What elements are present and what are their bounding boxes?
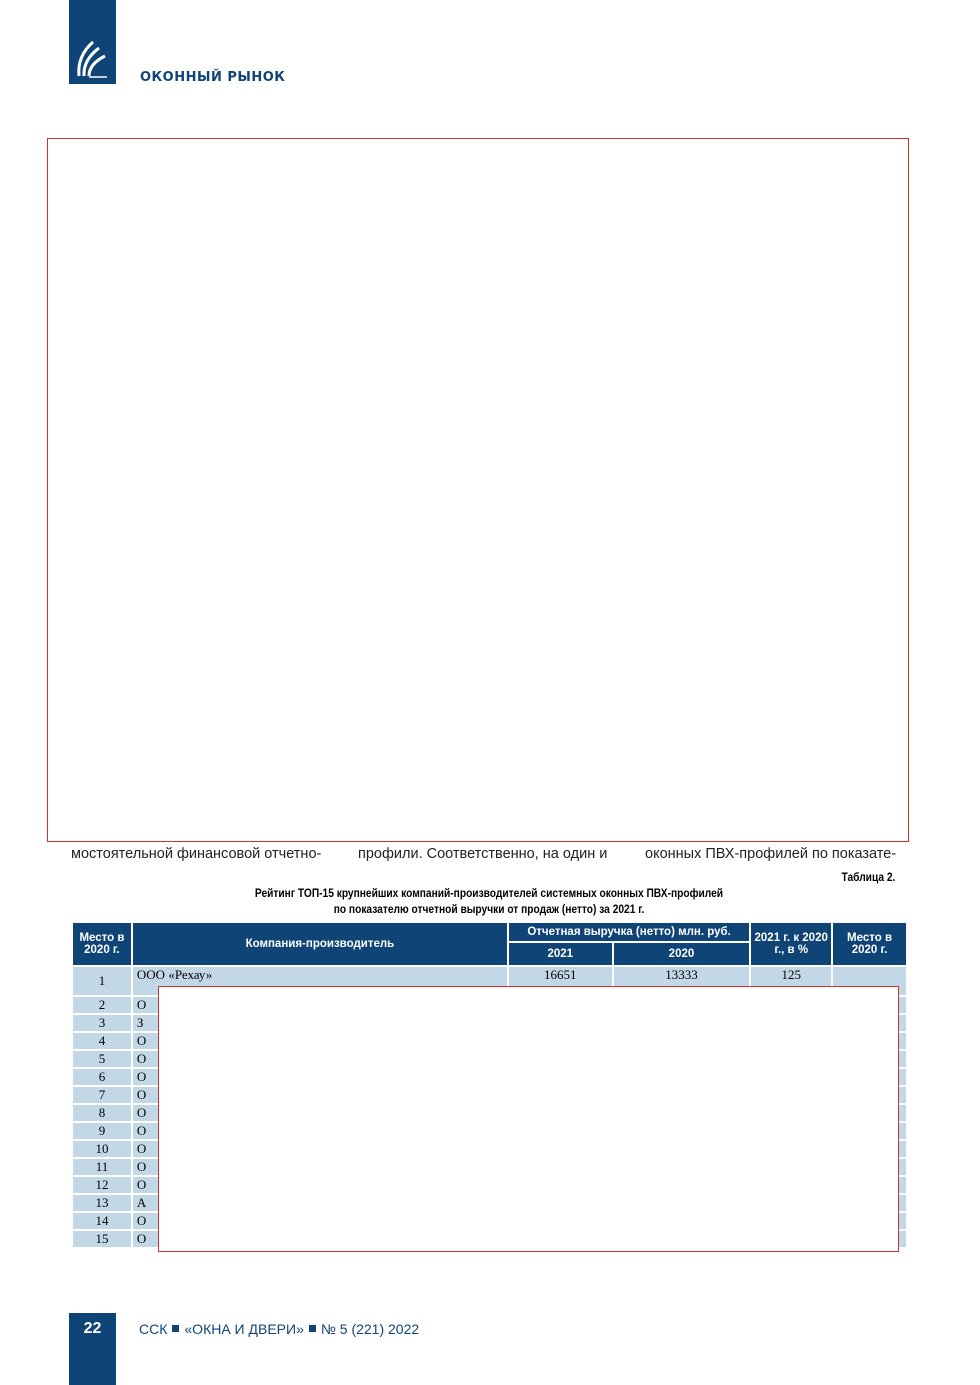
header-ratio: 2021 г. к 2020 г., в % — [750, 922, 832, 966]
ratio-cell: 125 — [750, 966, 832, 996]
footer-part2: «ОКНА И ДВЕРИ» — [184, 1321, 304, 1337]
header-logo-bar — [69, 0, 116, 84]
header-place-right: Место в 2020 г. — [832, 922, 907, 966]
place-cell: 4 — [72, 1032, 132, 1050]
place-cell: 8 — [72, 1104, 132, 1122]
place-cell: 5 — [72, 1050, 132, 1068]
place-cell: 12 — [72, 1176, 132, 1194]
company-cell: З — [132, 1014, 508, 1032]
redacted-table-region — [158, 986, 899, 1252]
company-cell: О — [132, 1158, 508, 1176]
header-place-left: Место в 2020 г. — [72, 922, 132, 966]
body-text-col3: оконных ПВХ-профилей по показате- — [645, 846, 897, 862]
company-cell: ООО «Рехау» — [132, 966, 508, 996]
place-cell: 14 — [72, 1212, 132, 1230]
place-cell: 2 — [72, 996, 132, 1014]
place-cell: 9 — [72, 1122, 132, 1140]
table-title — [134, 885, 845, 917]
logo-icon — [75, 36, 109, 80]
place-cell: 15 — [72, 1230, 132, 1248]
company-cell: О — [132, 1032, 508, 1050]
place-cell: 13 — [72, 1194, 132, 1212]
place-cell: 11 — [72, 1158, 132, 1176]
place-cell: 3 — [72, 1014, 132, 1032]
section-title: ОКОННЫЙ РЫНОК — [140, 70, 286, 85]
company-cell: А — [132, 1194, 508, 1212]
footer-text — [139, 1321, 419, 1337]
place-cell: 10 — [72, 1140, 132, 1158]
footer-part3: № 5 (221) 2022 — [320, 1321, 420, 1337]
company-cell: О — [132, 1212, 508, 1230]
table-title-line2: по показателю отчетной выручки от продаж (нетто) за 2021 г. — [333, 902, 645, 916]
body-text-col1: мостоятельной финансовой отчетно- — [71, 846, 322, 862]
header-2021: 2021 — [508, 942, 613, 966]
place-cell: 1 — [72, 966, 132, 996]
footer-bar — [69, 1313, 116, 1385]
footer-part1: ССК — [139, 1321, 168, 1337]
company-cell: О — [132, 996, 508, 1014]
revenue-2021-cell: 16651 — [508, 966, 613, 996]
header-revenue: Отчетная выручка (нетто) млн. руб. — [508, 922, 750, 942]
square-bullet-icon — [172, 1325, 179, 1332]
company-cell: О — [132, 1230, 508, 1248]
place-cell: 6 — [72, 1068, 132, 1086]
page-number: 22 — [83, 1320, 102, 1337]
redacted-region — [47, 138, 909, 842]
company-cell: О — [132, 1068, 508, 1086]
company-cell: О — [132, 1140, 508, 1158]
company-cell: О — [132, 1086, 508, 1104]
header-company: Компания-производитель — [132, 922, 508, 966]
table-title-line1: Рейтинг ТОП-15 крупнейших компаний-производителей системных оконных ПВХ-профилей — [254, 886, 724, 900]
company-cell: О — [132, 1104, 508, 1122]
body-text-col2: профили. Соответственно, на один и — [358, 846, 608, 862]
place-cell: 7 — [72, 1086, 132, 1104]
table-caption: Таблица 2. — [841, 870, 895, 884]
company-cell: О — [132, 1176, 508, 1194]
header-2020: 2020 — [613, 942, 751, 966]
revenue-2020-cell: 13333 — [613, 966, 751, 996]
company-cell: О — [132, 1050, 508, 1068]
company-cell: О — [132, 1122, 508, 1140]
square-bullet-icon — [309, 1325, 316, 1332]
